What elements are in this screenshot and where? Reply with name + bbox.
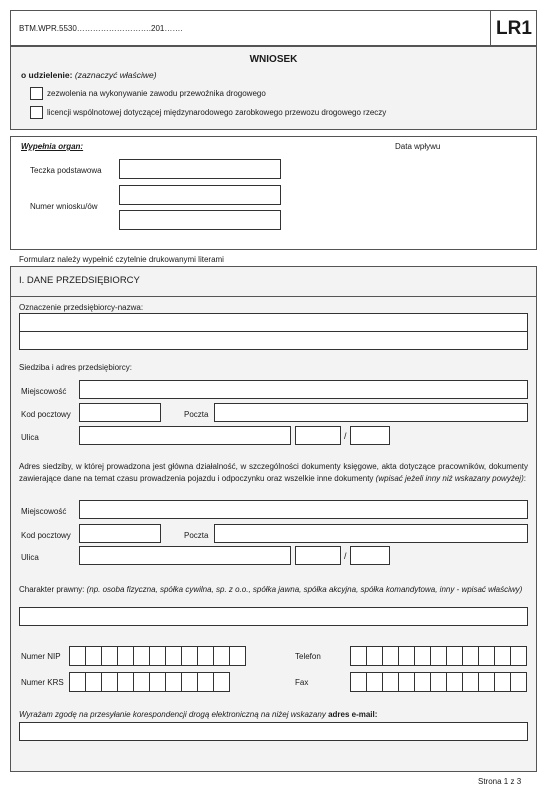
- request-subtitle: [21, 70, 157, 81]
- alt-address-label: [19, 461, 528, 484]
- slash-separator: /: [344, 431, 347, 441]
- postcode-label: Kod pocztowy: [21, 410, 71, 419]
- apartment-number-field[interactable]: [350, 426, 390, 445]
- alt-city-label: Miejscowość: [21, 507, 67, 516]
- alt-postcode-label: Kod pocztowy: [21, 531, 71, 540]
- office-label: Wypełnia organ:: [21, 142, 84, 151]
- request-title: WNIOSEK: [249, 54, 298, 65]
- alt-apartment-number-field[interactable]: [350, 546, 390, 565]
- postcode-field[interactable]: [79, 403, 161, 422]
- phone-label: Telefon: [295, 652, 321, 661]
- alt-street-label: Ulica: [21, 553, 39, 562]
- option-permit-label: zezwolenia na wykonywanie zawodu przewoźnika drogowego: [47, 89, 266, 98]
- alt-address-colon: :: [523, 473, 526, 483]
- checkbox-permit[interactable]: [30, 87, 43, 100]
- folder-field[interactable]: [119, 159, 281, 179]
- section-title-divider: [10, 296, 537, 297]
- alt-post-office-label: Poczta: [184, 531, 209, 540]
- address-label: Siedziba i adres przedsiębiorcy:: [19, 363, 132, 372]
- email-consent-label: [19, 709, 377, 720]
- email-consent-bold: adres e-mail:: [328, 710, 378, 719]
- reference-number: BTM.WPR.5530……………………….201…….: [19, 24, 183, 33]
- alt-postcode-field[interactable]: [79, 524, 161, 543]
- folder-label: Teczka podstawowa: [30, 166, 102, 175]
- name-label: Oznaczenie przedsiębiorcy-nazwa:: [19, 303, 144, 312]
- post-office-field[interactable]: [214, 403, 528, 422]
- nip-digit-boxes[interactable]: [69, 646, 245, 666]
- alt-address-text: Adres siedziby, w której prowadzona jest główna działalność, w szczególności dokumenty księgowe, akta dotyczące pracowników, dokumenty zawierające dane na temat czasu prowadzenia pojazdu i odpoczynku oraz wszelkie inne dokumenty: [19, 462, 528, 483]
- legal-form-note: (np. osoba fizyczna, spółka cywilna, sp. z o.o., spółka jawna, spółka akcyjna, spółka komandytowa, inny - wpisać właściwy): [86, 585, 523, 594]
- street-field[interactable]: [79, 426, 291, 445]
- name-field-2[interactable]: [19, 331, 528, 350]
- city-field[interactable]: [79, 380, 528, 399]
- email-consent-text: Wyrażam zgodę na przesyłanie korespondencji drogą elektroniczną na niżej wskazany: [19, 710, 326, 719]
- request-number-field-1[interactable]: [119, 185, 281, 205]
- page-number: Strona 1 z 3: [478, 777, 522, 786]
- fax-digit-boxes[interactable]: [350, 672, 526, 692]
- alt-address-note: (wpisać jeżeli inny niż wskazany powyżej): [375, 473, 524, 483]
- alt-street-field[interactable]: [79, 546, 291, 565]
- legal-form-field[interactable]: [19, 607, 528, 626]
- received-date-label: Data wpływu: [395, 142, 441, 151]
- street-label: Ulica: [21, 433, 39, 442]
- post-office-label: Poczta: [184, 410, 209, 419]
- alt-post-office-field[interactable]: [214, 524, 528, 543]
- name-field-1[interactable]: [19, 313, 528, 332]
- email-field[interactable]: [19, 722, 528, 741]
- building-number-field[interactable]: [295, 426, 341, 445]
- nip-label: Numer NIP: [21, 652, 61, 661]
- request-subtitle-bold: o udzielenie:: [21, 70, 73, 80]
- alt-city-field[interactable]: [79, 500, 528, 519]
- alt-building-number-field[interactable]: [295, 546, 341, 565]
- fax-label: Fax: [295, 678, 309, 687]
- request-number-field-2[interactable]: [119, 210, 281, 230]
- option-licence-label: licencji wspólnotowej dotyczącej międzynarodowego zarobkowego przewozu drogowego rzeczy: [47, 108, 387, 117]
- legal-form-label: [19, 584, 528, 596]
- section-title: I. DANE PRZEDSIĘBIORCY: [19, 275, 140, 286]
- krs-digit-boxes[interactable]: [69, 672, 229, 692]
- krs-label: Numer KRS: [21, 678, 64, 687]
- legal-form-text: Charakter prawny:: [19, 585, 85, 594]
- form-code: LR1: [496, 18, 532, 39]
- alt-slash-separator: /: [344, 551, 347, 561]
- checkbox-licence[interactable]: [30, 106, 43, 119]
- request-subtitle-italic: (zaznaczyć właściwe): [74, 70, 157, 80]
- phone-digit-boxes[interactable]: [350, 646, 526, 666]
- fill-notice: Formularz należy wypełnić czytelnie drukowanymi literami: [19, 255, 224, 264]
- city-label: Miejscowość: [21, 387, 67, 396]
- request-number-label: Numer wniosku/ów: [30, 202, 98, 211]
